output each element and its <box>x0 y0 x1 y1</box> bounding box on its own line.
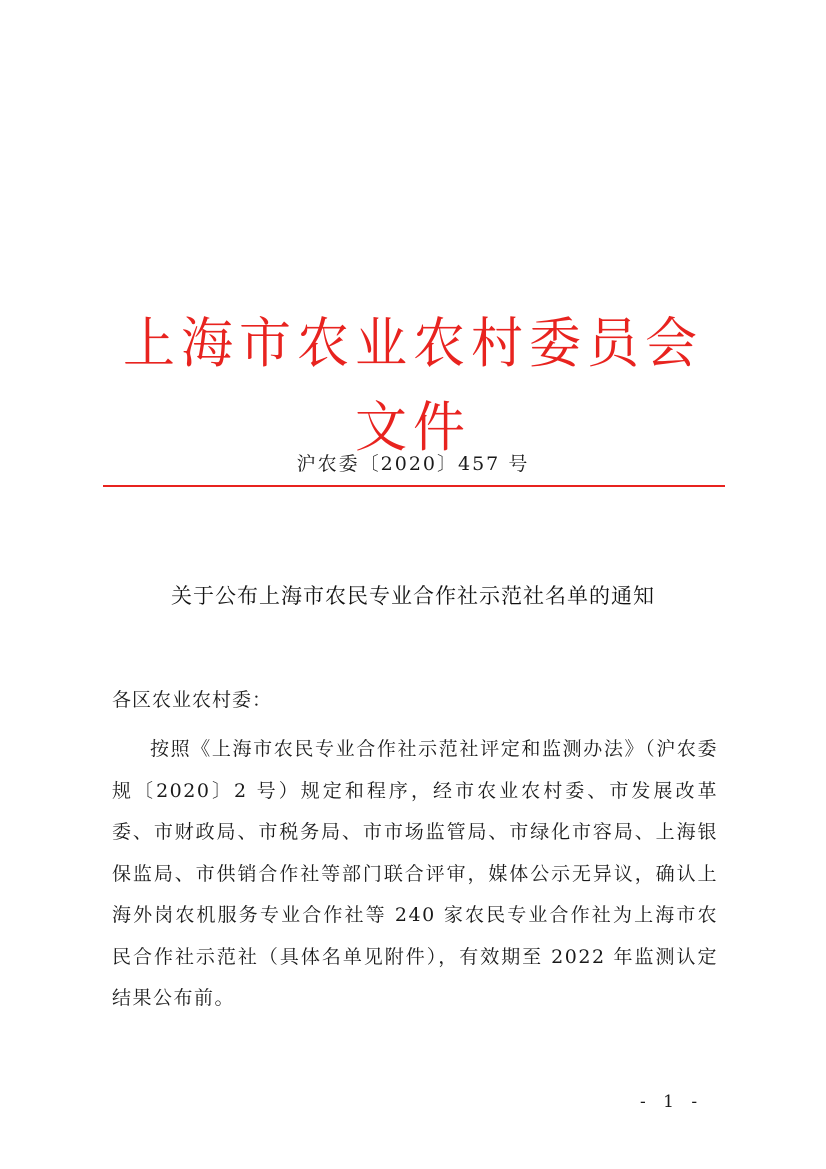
page-number: - 1 - <box>640 1092 704 1112</box>
issuer-header-title: 上海市农业农村委员会文件 <box>122 312 703 460</box>
document-number: 沪农委〔2020〕457 号 <box>296 453 530 475</box>
body-paragraph: 按照《上海市农民专业合作社示范社评定和监测办法》（沪农委规〔2020〕2 号）规定和程序，经市农业农村委、市发展改革委、市财政局、市税务局、市市场监管局、市绿化市容局、上海银保监局、市供销合作社等部门联合评审，媒体公示无异议，确认上海外岗农机服务专业合作社等 240 家农民专业合作社为上海市农民合作社示范社（具体名单见附件），有效期至 2022 年监测认定结果公布前。 <box>112 738 718 1009</box>
red-separator-line <box>103 485 725 487</box>
notice-title: 关于公布上海市农民专业合作社示范社名单的通知 <box>171 584 655 608</box>
salutation: 各区农业农村委： <box>112 689 273 711</box>
